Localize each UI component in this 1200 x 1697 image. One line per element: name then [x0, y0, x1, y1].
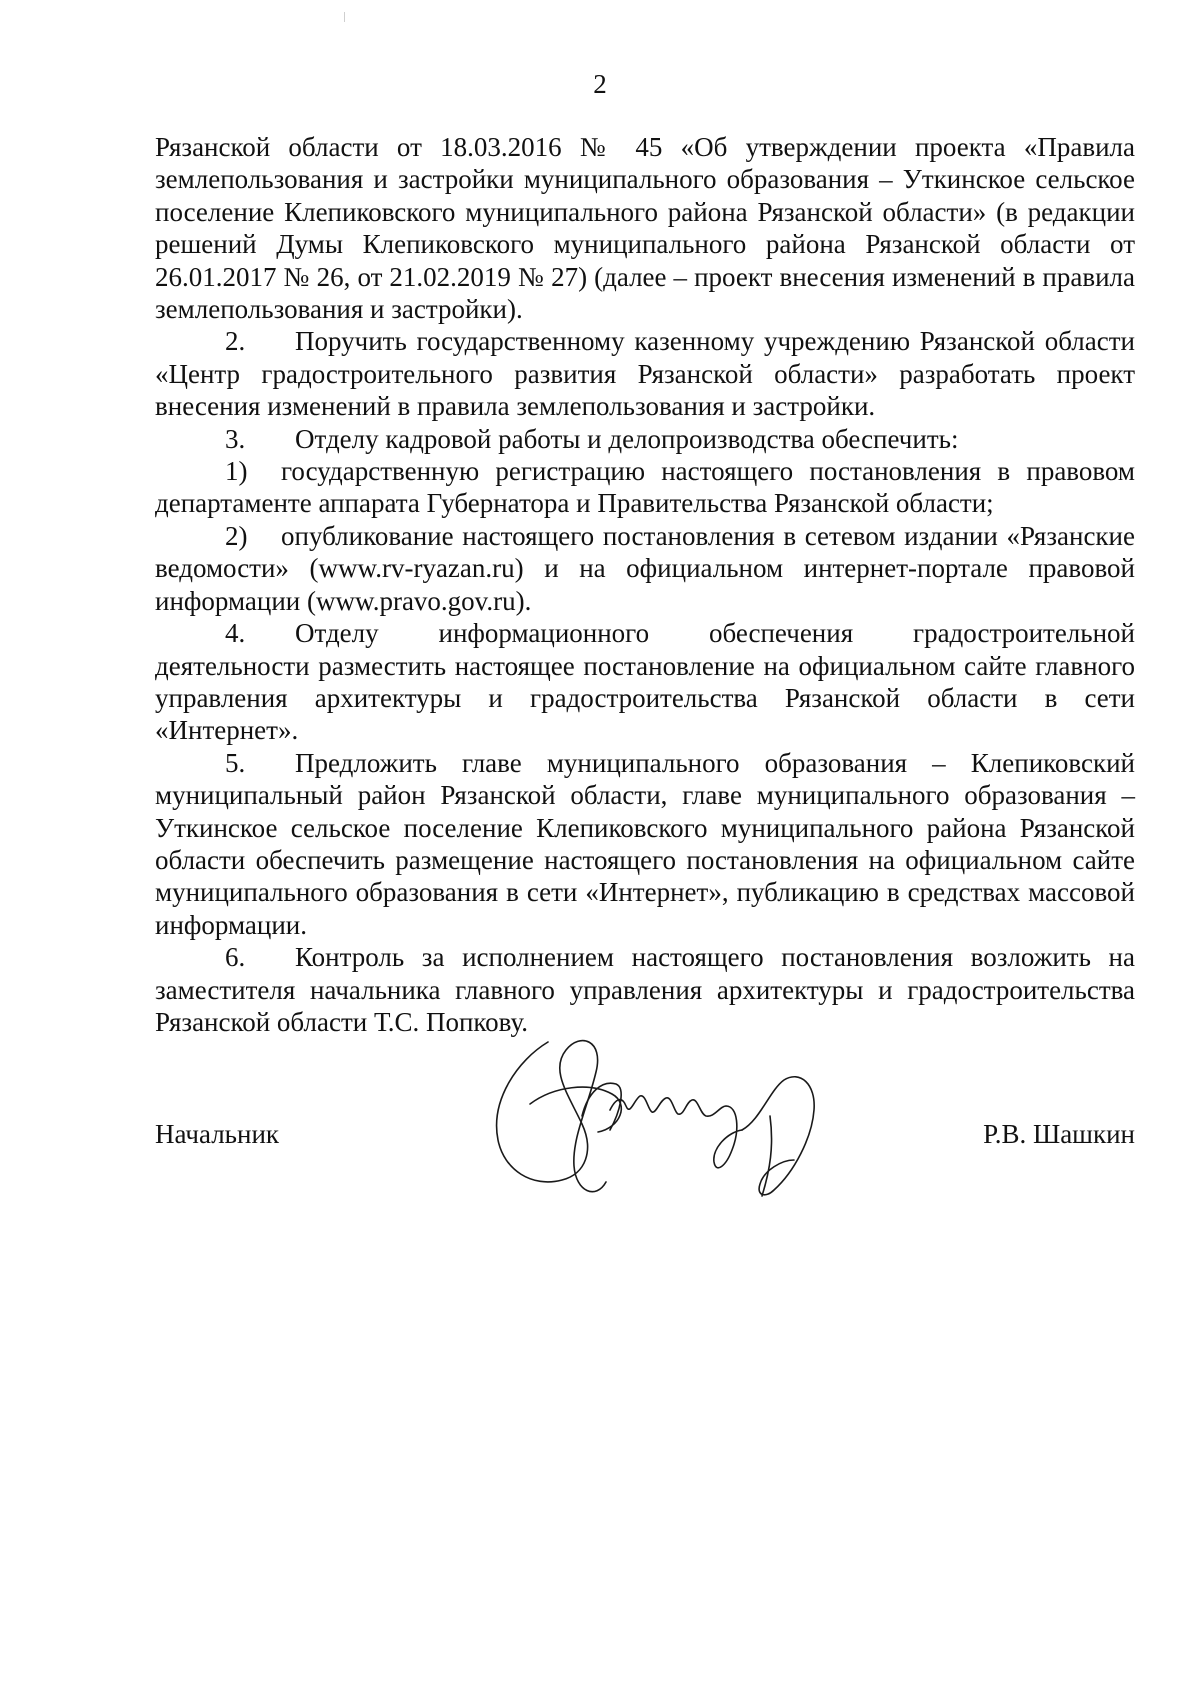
item-number: 2) — [225, 520, 248, 551]
item-number: 3. — [225, 423, 246, 454]
document-body — [155, 131, 1135, 1038]
item-text: государственную регистрацию настоящего постановления в правовом департаменте аппарата Губернатора и Правительства Рязанской области; — [155, 456, 1135, 519]
item-text: Отделу кадровой работы и делопроизводства обеспечить: — [295, 423, 959, 454]
item-number: 4. — [225, 618, 246, 649]
item-number: 6. — [225, 942, 246, 973]
item-text: Предложить главе муниципального образования – Клепиковский муниципальный район Рязанской области, главе муниципального образования – Уткинское сельское поселение Клепиковского муниципального района Рязанской области обеспечить размещение настоящего постановления на официальном сайте муниципального образования в сети «Интернет», публикацию в средствах массовой информации. — [155, 747, 1135, 940]
paragraph-item-3-1 — [155, 455, 1135, 520]
page-number: 2 — [593, 69, 607, 99]
paragraph-item-4 — [155, 617, 1135, 747]
item-number: 5. — [225, 747, 246, 778]
item-text: Контроль за исполнением настоящего постановления возложить на заместителя начальника главного управления архитектуры и градостроительства Рязанской области Т.С. Попкову. — [155, 942, 1135, 1037]
paragraph-item-5 — [155, 747, 1135, 941]
item-number: 2. — [225, 326, 246, 357]
item-text: Поручить государственному казенному учреждению Рязанской области «Центр градостроительного развития Рязанской области» разработать проект внесения изменений в правила землепользования и застройки. — [155, 326, 1135, 422]
item-text: опубликование настоящего постановления в сетевом издании «Рязанские ведомости» (www.rv-ryazan.ru) и на официальном интернет-портале правовой информации (www.pravo.gov.ru). — [155, 520, 1135, 616]
signer-title: Начальник — [155, 1119, 280, 1149]
signer-name: Р.В. Шашкин — [983, 1119, 1135, 1149]
paragraph-item-3-2 — [155, 520, 1135, 617]
paragraph-item-3 — [155, 423, 1135, 455]
scan-artifact — [344, 12, 345, 22]
paragraph-intro: Рязанской области от 18.03.2016 № 45 «Об утверждении проекта «Правила землепользования и застройки муниципального образования – Уткинское сельское поселение Клепиковского муниципального района Рязанской области» (в редакции решений Думы Клепиковского муниципального района Рязанской области от 26.01.2017 № 26, от 21.02.2019 № 27) (далее – проект внесения изменений в правила землепользования и застройки). — [155, 132, 1135, 325]
item-text: Отделу информационного обеспечения градостроительной деятельности разместить настоящее постановление на официальном сайте главного управления архитектуры и градостроительства Рязанской области в сети «Интернет». — [155, 618, 1135, 746]
paragraph-item-2 — [155, 325, 1135, 422]
item-number: 1) — [225, 456, 248, 487]
signature-block — [155, 1106, 1135, 1166]
